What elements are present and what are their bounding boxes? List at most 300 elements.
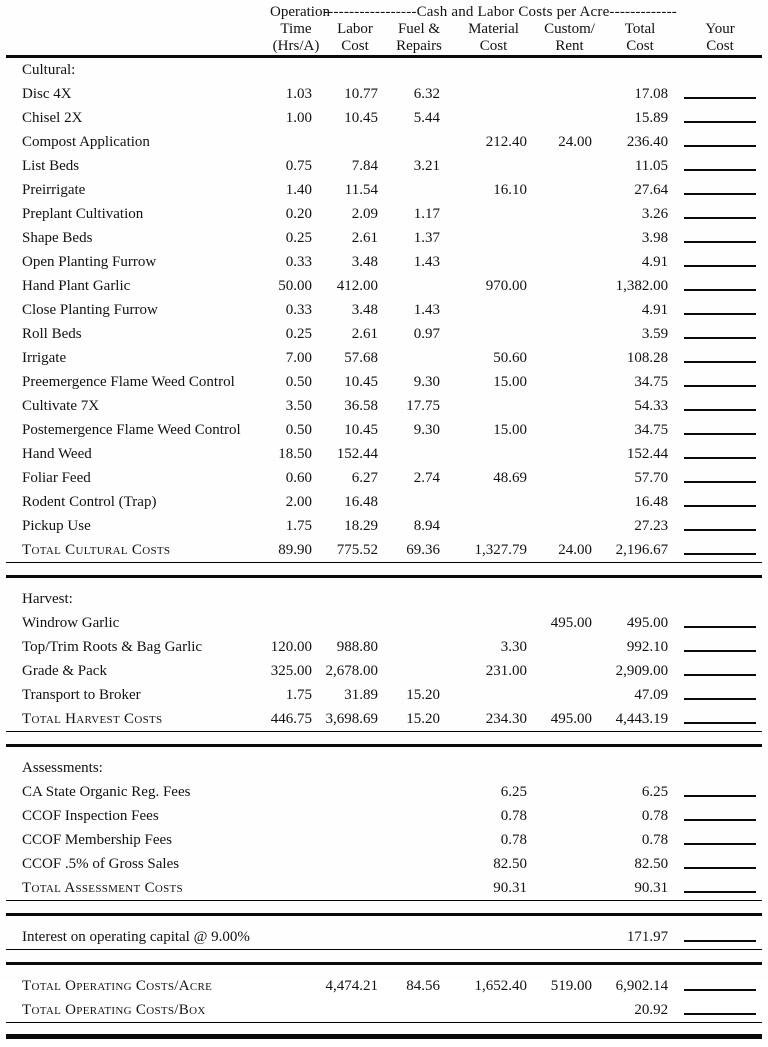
table-row [6,635,762,659]
your-cost-cell [678,659,762,683]
your-cost-blank-line [684,1000,756,1015]
your-cost-blank-line [684,830,756,845]
table-row [6,106,762,130]
material-cell [450,82,537,106]
total-cell: 3.98 [602,226,678,250]
total-cell: 54.33 [602,394,678,418]
operation-cell: Preirrigate [6,178,270,202]
fuel-cell: 69.36 [388,538,450,563]
section-divider [6,950,762,975]
operation-header: Operation [270,4,322,21]
time-cell: 1.00 [270,106,322,130]
your-cost-cell [678,154,762,178]
header-row-line1 [6,21,762,38]
interest-row [6,925,762,950]
total-cell: 4.91 [602,250,678,274]
total-cell: 236.40 [602,130,678,154]
time-cell: 446.75 [270,707,322,732]
material-cell: 212.40 [450,130,537,154]
time-cell: 0.60 [270,466,322,490]
material-cell [450,202,537,226]
section-divider [6,563,762,588]
operation-cell: Windrow Garlic [6,611,270,635]
your-cost-blank-line [684,108,756,123]
fuel-cell: 1.43 [388,250,450,274]
your-cost-cell [678,370,762,394]
operation-cell: Top/Trim Roots & Bag Garlic [6,635,270,659]
operation-cell: Interest on operating capital @ 9.00% [6,925,270,950]
your-cost-cell [678,106,762,130]
table-row [6,611,762,635]
table-row [6,780,762,804]
custom-cell: 519.00 [537,974,602,998]
your-cost-cell [678,611,762,635]
total-header: Total [602,21,678,38]
time-cell: 0.20 [270,202,322,226]
total-cell: 34.75 [602,418,678,442]
labor-cell: 3,698.69 [322,707,388,732]
total-cell: 15.89 [602,106,678,130]
operation-cell: Postemergence Flame Weed Control [6,418,270,442]
total-cell: 16.48 [602,490,678,514]
total-cell: 108.28 [602,346,678,370]
material-cell: 48.69 [450,466,537,490]
total-header-sub: Cost [602,38,678,55]
table-row [6,370,762,394]
custom-cell [537,514,602,538]
fuel-cell [388,490,450,514]
total-cell: 6,902.14 [602,974,678,998]
custom-cell [537,226,602,250]
material-cell [450,106,537,130]
section-label: Harvest: [6,587,762,611]
fuel-cell: 17.75 [388,394,450,418]
custom-cell [537,298,602,322]
labor-cell: 10.45 [322,106,388,130]
material-cell: 1,327.79 [450,538,537,563]
table-row [6,298,762,322]
custom-cell [537,466,602,490]
labor-cell [322,925,388,950]
your-cost-blank-line [684,492,756,507]
time-cell: 0.50 [270,370,322,394]
your-cost-cell [678,538,762,563]
custom-cell: 495.00 [537,611,602,635]
labor-cell: 36.58 [322,394,388,418]
fuel-cell [388,178,450,202]
custom-cell [537,106,602,130]
section-label: Cultural: [6,58,762,82]
operation-cell: List Beds [6,154,270,178]
labor-cell [322,804,388,828]
section-total-row [6,538,762,563]
custom-cell [537,659,602,683]
section-label-row [6,587,762,611]
your-cost-blank-line [684,204,756,219]
total-cell: 495.00 [602,611,678,635]
total-cell: 152.44 [602,442,678,466]
total-cell: 57.70 [602,466,678,490]
time-cell [270,611,322,635]
your-cost-cell [678,876,762,901]
labor-cell: 3.48 [322,250,388,274]
labor-cell [322,780,388,804]
labor-cell [322,852,388,876]
total-cell: 11.05 [602,154,678,178]
section-total-row [6,707,762,732]
operation-cell: Chisel 2X [6,106,270,130]
labor-cell: 775.52 [322,538,388,563]
table-header [6,4,762,58]
total-cell: 82.50 [602,852,678,876]
fuel-cell [388,780,450,804]
your-cost-blank-line [684,444,756,459]
your-cost-blank-line [684,276,756,291]
table-row [6,394,762,418]
material-cell: 16.10 [450,178,537,202]
your-cost-cell [678,298,762,322]
fuel-cell [388,635,450,659]
your-cost-blank-line [684,854,756,869]
labor-cell: 18.29 [322,514,388,538]
fuel-cell: 0.97 [388,322,450,346]
your-cost-blank-line [684,84,756,99]
operation-cell: Preplant Cultivation [6,202,270,226]
section-divider [6,901,762,926]
time-cell [270,828,322,852]
operation-cell: CA State Organic Reg. Fees [6,780,270,804]
operation-cell: CCOF Inspection Fees [6,804,270,828]
operation-cell: Total Operating Costs/Acre [6,974,270,998]
header-row-line2 [6,38,762,55]
total-cell: 1,382.00 [602,274,678,298]
your-cost-cell [678,683,762,707]
labor-cell: 988.80 [322,635,388,659]
fuel-cell [388,804,450,828]
operation-cell: Total Assessment Costs [6,876,270,901]
total-cell: 0.78 [602,804,678,828]
fuel-cell [388,442,450,466]
your-cost-cell [678,925,762,950]
material-cell: 90.31 [450,876,537,901]
operation-cell: Total Cultural Costs [6,538,270,563]
your-cost-blank-line [684,156,756,171]
operation-cell: Roll Beds [6,322,270,346]
time-cell [270,998,322,1023]
operation-cell: Transport to Broker [6,683,270,707]
operation-cell: Irrigate [6,346,270,370]
table-row [6,322,762,346]
material-cell [450,322,537,346]
operation-cell: Close Planting Furrow [6,298,270,322]
operation-cell: Cultivate 7X [6,394,270,418]
table-row [6,683,762,707]
your-cost-cell [678,514,762,538]
your-cost-blank-line [684,180,756,195]
your-cost-blank-line [684,613,756,628]
material-cell [450,298,537,322]
time-cell: 1.03 [270,82,322,106]
material-cell: 231.00 [450,659,537,683]
operation-cell: CCOF Membership Fees [6,828,270,852]
time-cell: 18.50 [270,442,322,466]
custom-cell [537,82,602,106]
total-cell: 47.09 [602,683,678,707]
operation-cell: Compost Application [6,130,270,154]
total-cell: 34.75 [602,370,678,394]
custom-cell [537,178,602,202]
table-row [6,659,762,683]
your-cost-cell [678,707,762,732]
material-cell [450,394,537,418]
table-row [6,178,762,202]
material-cell: 970.00 [450,274,537,298]
table-row [6,514,762,538]
your-cost-blank-line [684,420,756,435]
custom-cell [537,998,602,1023]
table-row [6,418,762,442]
your-cost-blank-line [684,252,756,267]
material-cell: 6.25 [450,780,537,804]
material-cell [450,250,537,274]
operation-cell: Hand Weed [6,442,270,466]
fuel-cell: 1.37 [388,226,450,250]
table-row [6,852,762,876]
labor-cell: 31.89 [322,683,388,707]
your-cost-cell [678,394,762,418]
labor-cell: 6.27 [322,466,388,490]
operation-cell: Total Operating Costs/Box [6,998,270,1023]
custom-cell [537,442,602,466]
your-cost-cell [678,852,762,876]
your-cost-blank-line [684,661,756,676]
custom-header: Custom/ [537,21,602,38]
labor-cell [322,876,388,901]
labor-cell [322,130,388,154]
header-spacer [6,4,270,21]
labor-cell: 10.45 [322,418,388,442]
table-row [6,82,762,106]
table-row [6,250,762,274]
labor-cell: 2,678.00 [322,659,388,683]
fuel-cell [388,998,450,1023]
fuel-cell: 9.30 [388,418,450,442]
custom-cell [537,154,602,178]
table-row [6,828,762,852]
your-cost-cell [678,250,762,274]
labor-cell: 2.09 [322,202,388,226]
labor-cell [322,611,388,635]
total-cell: 90.31 [602,876,678,901]
labor-cell: 16.48 [322,490,388,514]
custom-cell [537,635,602,659]
section-label-row [6,58,762,82]
your-cost-cell [678,82,762,106]
time-cell: 7.00 [270,346,322,370]
your-cost-cell [678,226,762,250]
your-cost-cell [678,998,762,1023]
fuel-header: Fuel & [388,21,450,38]
custom-cell [537,780,602,804]
fuel-cell [388,925,450,950]
time-cell: 1.75 [270,683,322,707]
table-row [6,442,762,466]
your-cost-blank-line [684,324,756,339]
time-cell: 50.00 [270,274,322,298]
time-cell [270,130,322,154]
cost-table [6,4,762,1047]
material-cell: 15.00 [450,418,537,442]
custom-cell [537,394,602,418]
your-cost-cell [678,178,762,202]
fuel-cell: 1.17 [388,202,450,226]
fuel-cell: 1.43 [388,298,450,322]
your-cost-blank-line [684,976,756,991]
section-divider [6,1023,762,1047]
section-divider [6,732,762,757]
material-cell: 3.30 [450,635,537,659]
divider-rule-line [6,1034,762,1039]
operating-costs-box-row [6,998,762,1023]
your-cost-cell [678,202,762,226]
your-cost-blank-line [684,396,756,411]
operation-cell: Preemergence Flame Weed Control [6,370,270,394]
total-cell: 2,909.00 [602,659,678,683]
labor-cell: 4,474.21 [322,974,388,998]
your-cost-cell [678,466,762,490]
custom-cell [537,418,602,442]
table-row [6,346,762,370]
time-cell: 89.90 [270,538,322,563]
total-cell: 4.91 [602,298,678,322]
total-cell: 0.78 [602,828,678,852]
divider-rule-line [6,575,762,578]
your-cost-cell [678,346,762,370]
your-cost-blank-line [684,132,756,147]
total-cell: 27.23 [602,514,678,538]
labor-cell: 11.54 [322,178,388,202]
your-cost-blank-line [684,637,756,652]
your-cost-blank-line [684,300,756,315]
custom-cell [537,876,602,901]
operation-cell: Shape Beds [6,226,270,250]
time-cell: 0.25 [270,226,322,250]
time-cell: 2.00 [270,490,322,514]
fuel-cell [388,828,450,852]
material-cell: 0.78 [450,804,537,828]
material-cell: 15.00 [450,370,537,394]
time-cell [270,804,322,828]
custom-cell [537,202,602,226]
your-cost-cell [678,490,762,514]
operating-costs-acre-row [6,974,762,998]
material-cell [450,683,537,707]
table-row [6,154,762,178]
material-cell: 234.30 [450,707,537,732]
total-cell: 2,196.67 [602,538,678,563]
custom-cell [537,370,602,394]
total-cell: 992.10 [602,635,678,659]
table-row [6,202,762,226]
fuel-cell [388,274,450,298]
table-row [6,490,762,514]
fuel-cell: 3.21 [388,154,450,178]
your-cost-cell [678,635,762,659]
cost-table-body [6,58,762,1047]
divider-rule-line [6,913,762,916]
table-row [6,130,762,154]
table-row [6,226,762,250]
labor-cell [322,998,388,1023]
material-cell [450,611,537,635]
material-cell: 50.60 [450,346,537,370]
your-cost-cell [678,274,762,298]
time-cell: 325.00 [270,659,322,683]
fuel-cell [388,611,450,635]
table-row [6,274,762,298]
time-cell: 1.75 [270,514,322,538]
fuel-cell [388,852,450,876]
your-cost-cell [678,442,762,466]
your-cost-blank-line [684,540,756,555]
cash-labor-costs-span-header: ------------------Cash and Labor Costs per Acre------------- [322,4,678,21]
custom-cell [537,852,602,876]
total-cell: 20.92 [602,998,678,1023]
fuel-cell [388,876,450,901]
time-cell: 0.75 [270,154,322,178]
time-cell [270,974,322,998]
labor-cell: 2.61 [322,226,388,250]
labor-header-sub: Cost [322,38,388,55]
operation-cell: Open Planting Furrow [6,250,270,274]
time-cell [270,876,322,901]
your-cost-blank-line [684,685,756,700]
time-cell [270,925,322,950]
operation-cell: Grade & Pack [6,659,270,683]
labor-cell: 57.68 [322,346,388,370]
custom-cell: 24.00 [537,538,602,563]
material-cell [450,442,537,466]
material-cell: 82.50 [450,852,537,876]
material-cell [450,998,537,1023]
fuel-cell [388,659,450,683]
fuel-cell: 15.20 [388,683,450,707]
labor-cell [322,828,388,852]
fuel-header-sub: Repairs [388,38,450,55]
custom-cell [537,804,602,828]
material-cell [450,514,537,538]
time-cell [270,852,322,876]
operation-cell: Foliar Feed [6,466,270,490]
table-row [6,804,762,828]
fuel-cell: 6.32 [388,82,450,106]
total-cell: 17.08 [602,82,678,106]
labor-cell: 152.44 [322,442,388,466]
fuel-cell: 2.74 [388,466,450,490]
operation-cell: Hand Plant Garlic [6,274,270,298]
section-label: Assessments: [6,756,762,780]
labor-cell: 2.61 [322,322,388,346]
custom-cell [537,274,602,298]
divider-rule-line [6,744,762,747]
material-cell [450,925,537,950]
time-cell [270,780,322,804]
your-cost-header: Your [678,21,762,38]
your-cost-cell [678,828,762,852]
fuel-cell: 5.44 [388,106,450,130]
your-cost-header-sub: Cost [678,38,762,55]
total-cell: 4,443.19 [602,707,678,732]
